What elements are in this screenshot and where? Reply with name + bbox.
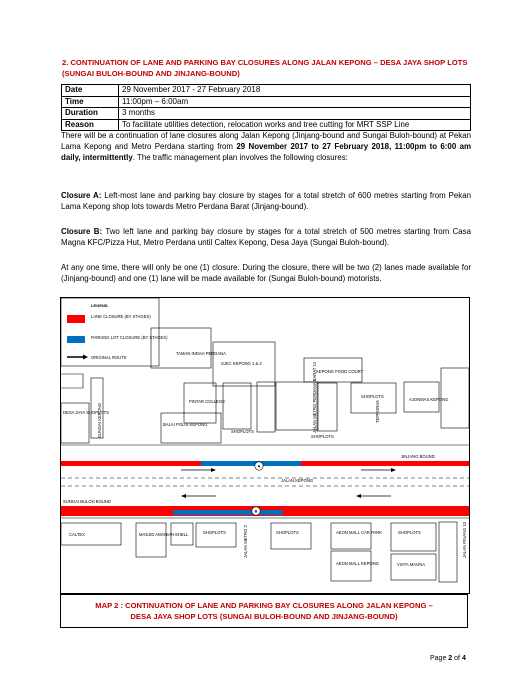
label-jinjang-bound: JINJANG BOUND	[401, 454, 435, 459]
label-shoplots-south-north: SHOPLOTS	[311, 434, 334, 439]
intro-tail: . The traffic management plan involves the following closures:	[132, 153, 348, 163]
label-jalan-pinang-10: JALAN PINANG 10	[462, 521, 467, 558]
date-label: Date	[62, 85, 119, 97]
intro-text: There will be a continuation of lane closures along Jalan Kepong (Jinjang-bound and Sungai Buloh-bound) at Pekan Lama Kepong and Metro Perdana starting from	[61, 131, 471, 152]
label-sungai-kepong: SUNGAI KEPONG	[97, 402, 102, 438]
label-shoplots-south-2: SHOPLOTS	[276, 530, 299, 535]
page-total: 4	[461, 655, 466, 662]
page-number	[430, 655, 466, 662]
reason-label: Reason	[62, 119, 119, 131]
summary-text: At any one time, there will only be one (1) closure. During the closure, there will be two (2) lanes made available for (Jinjang-bound) and one (1) lane will be made available for (Sungai Buloh-bound) motorists.	[61, 263, 471, 284]
closure-a-paragraph	[61, 190, 471, 212]
closure-a-label: Closure A:	[61, 191, 102, 200]
direction-arrows	[181, 468, 396, 498]
legend-lane-closure: LANE CLOSURE (BY STAGES)	[91, 314, 151, 319]
closure-b-text: Two left lane and parking bay closure by stages for a total stretch of 500 metres starting from Casa Magna KFC/Pizza Hut, Metro Perdana until Caltex Kepong, Desa Jaya (Sungai Buloh-bound).	[61, 227, 471, 248]
label-ajonmas-kepong: AJONMAS KEPONG	[409, 397, 449, 402]
label-shoplots-north: SHOPLOTS	[361, 394, 384, 399]
arrow-left-icon	[181, 494, 186, 498]
page-current: 2	[448, 655, 453, 662]
page-sep: of	[452, 655, 462, 662]
label-sungai-buloh-bound: SUNGAI BULOH BOUND	[63, 499, 111, 504]
label-shoplots-center: SHOPLOTS	[231, 429, 254, 434]
label-shoplots-south-3: SHOPLOTS	[398, 530, 421, 535]
parking-closure-swatch	[67, 336, 85, 343]
legend-title: LEGEND	[91, 303, 108, 308]
label-masjid-amaniah: MASJID AMANIAH	[139, 532, 175, 537]
label-kepong-food-court: KEPONG FOOD COURT	[316, 369, 364, 374]
arrow-right-icon	[211, 468, 216, 472]
label-balai-polis: BALAI POLIS KEPONG	[163, 422, 208, 427]
date-value: 29 November 2017 - 27 February 2018	[119, 85, 471, 97]
duration-value: 3 months	[119, 108, 471, 120]
label-desa-jaya-shoplots: DESA JAYA SHOPLOTS	[63, 410, 109, 415]
schedule-table	[61, 84, 471, 131]
summary-paragraph	[61, 262, 471, 284]
label-pintar-college: PINTAR COLLEGE	[189, 399, 225, 404]
parking-closure-b	[173, 510, 283, 515]
arrow-left-icon	[356, 494, 361, 498]
caption-line-2: DESA JAYA SHOP LOTS (SUNGAI BULOH-BOUND AND JINJANG-BOUND)	[130, 612, 398, 621]
label-shell: SHELL	[175, 532, 189, 537]
label-aeon-mall-car-park: AEON MALL CAR PARK	[336, 530, 383, 535]
table-row	[62, 119, 471, 131]
traffic-map	[60, 297, 470, 594]
label-sjkc-kepong: SJKC KEPONG 1 & 2	[221, 361, 262, 366]
page-prefix: Page	[430, 655, 449, 662]
legend-parking-closure: PARKING LOT CLOSURE (BY STAGES)	[91, 335, 168, 340]
label-jalan-metro-2: JALAN METRO 2	[243, 525, 248, 558]
marker-b-label: B	[254, 508, 258, 514]
caption-line-1: MAP 2 : CONTINUATION OF LANE AND PARKING BAY CLOSURES ALONG JALAN KEPONG –	[95, 601, 433, 610]
duration-label: Duration	[62, 108, 119, 120]
label-vista-magna: VISTA MAGNA	[397, 562, 426, 567]
reason-value: To facilitate utilities detection, relocation works and tree cutting for MRT SSP Line	[119, 119, 471, 131]
label-jalan-metro-perdana-barat: JALAN METRO PERDANA BARAT 14	[312, 361, 317, 433]
map-legend	[61, 298, 168, 366]
map-drawing	[61, 298, 469, 593]
label-shoplots-south-1: SHOPLOTS	[203, 530, 226, 535]
intro-paragraph	[61, 130, 471, 164]
section-heading: 2. CONTINUATION OF LANE AND PARKING BAY CLOSURES ALONG JALAN KEPONG – DESA JAYA SHOP LOTS (SUNGAI BULOH-BOUND AND JINJANG-BOUND)	[62, 58, 468, 78]
label-taman-indah-perdana: TAMAN INDAH PERDANA	[176, 351, 226, 356]
intro-dates: 29 November 2017 to 27 February 2018, 11:00pm to 6:00 am daily, intermittently	[61, 142, 471, 163]
label-caltex: CALTEX	[69, 532, 85, 537]
map-caption	[60, 594, 468, 628]
arrow-right-icon	[391, 468, 396, 472]
lane-closure-swatch	[67, 315, 85, 323]
closure-b-paragraph	[61, 226, 471, 248]
closure-a-text: Left-most lane and parking bay closure by stages for a total stretch of 600 metres starting from Pekan Lama Kepong shop lots towards Metro Perdana Barat (Jinjang-bound).	[61, 191, 471, 212]
table-row	[62, 108, 471, 120]
label-teppo-ras: TEPPORAS	[375, 400, 380, 423]
label-jalan-kepong: JALAN KEPONG	[281, 478, 314, 483]
legend-route: ORIGINAL ROUTE	[91, 355, 127, 360]
label-aeon-mall-kepong: AEON MALL KEPONG	[336, 561, 379, 566]
time-label: Time	[62, 96, 119, 108]
marker-a-label: A	[257, 463, 261, 469]
table-row	[62, 96, 471, 108]
table-row	[62, 85, 471, 97]
parking-closure-a	[201, 461, 301, 466]
time-value: 11:00pm – 6:00am	[119, 96, 471, 108]
closure-b-label: Closure B:	[61, 227, 103, 236]
